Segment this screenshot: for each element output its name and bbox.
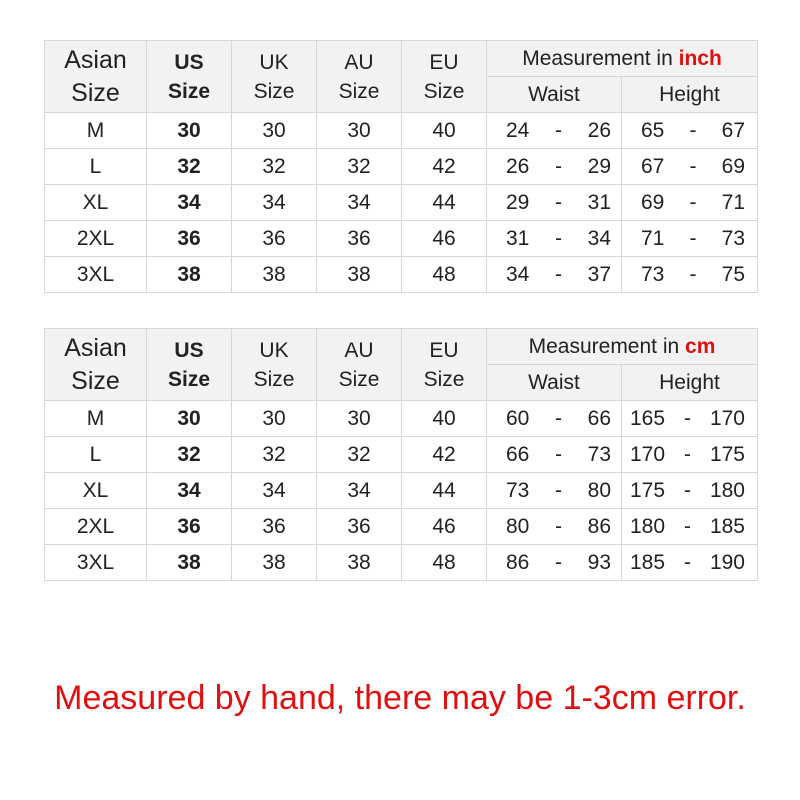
uk-size-cell: 32	[232, 437, 317, 473]
au-size-cell: 30	[317, 401, 402, 437]
au-size-cell: 36	[317, 509, 402, 545]
header-row	[45, 41, 758, 77]
us-size-cell: 34	[147, 473, 232, 509]
us-size-cell: 32	[147, 437, 232, 473]
height-cell: 73 - 75	[622, 257, 758, 293]
waist-cell: 80 - 86	[487, 509, 622, 545]
measurement-header: Measurement in inch	[487, 41, 758, 77]
table-row	[45, 221, 758, 257]
au-size-cell: 34	[317, 185, 402, 221]
uk-size-cell: 38	[232, 257, 317, 293]
eu-size-cell: 46	[402, 509, 487, 545]
us-size-cell: 36	[147, 509, 232, 545]
height-cell: 71 - 73	[622, 221, 758, 257]
asian-size-cell: 3XL	[45, 545, 147, 581]
uk-size-cell: 36	[232, 221, 317, 257]
inch-body	[45, 113, 758, 293]
us-size-header: US Size	[147, 41, 232, 113]
waist-header: Waist	[487, 365, 622, 401]
height-cell: 175 - 180	[622, 473, 758, 509]
waist-header: Waist	[487, 77, 622, 113]
au-size-header: AU Size	[317, 329, 402, 401]
eu-size-cell: 48	[402, 545, 487, 581]
uk-size-cell: 38	[232, 545, 317, 581]
unit-label: cm	[685, 335, 716, 358]
waist-cell: 86 - 93	[487, 545, 622, 581]
eu-size-cell: 44	[402, 185, 487, 221]
au-size-cell: 36	[317, 221, 402, 257]
height-cell: 65 - 67	[622, 113, 758, 149]
height-header: Height	[622, 77, 758, 113]
height-cell: 180 - 185	[622, 509, 758, 545]
size-table-inch	[44, 40, 758, 293]
asian-size-cell: L	[45, 149, 147, 185]
measurement-error-note: Measured by hand, there may be 1-3cm error.	[54, 679, 746, 717]
table-row	[45, 437, 758, 473]
au-size-cell: 32	[317, 437, 402, 473]
asian-size-cell: M	[45, 113, 147, 149]
table-row	[45, 401, 758, 437]
eu-size-cell: 40	[402, 401, 487, 437]
eu-size-header: EU Size	[402, 41, 487, 113]
asian-size-cell: 3XL	[45, 257, 147, 293]
au-size-header: AU Size	[317, 41, 402, 113]
waist-cell: 60 - 66	[487, 401, 622, 437]
eu-size-cell: 46	[402, 221, 487, 257]
waist-cell: 73 - 80	[487, 473, 622, 509]
waist-cell: 34 - 37	[487, 257, 622, 293]
eu-size-header: EU Size	[402, 329, 487, 401]
eu-size-cell: 42	[402, 437, 487, 473]
waist-cell: 24 - 26	[487, 113, 622, 149]
us-size-cell: 30	[147, 401, 232, 437]
height-cell: 185 - 190	[622, 545, 758, 581]
asian-size-cell: M	[45, 401, 147, 437]
us-size-cell: 34	[147, 185, 232, 221]
uk-size-cell: 30	[232, 401, 317, 437]
asian-size-cell: XL	[45, 473, 147, 509]
uk-size-cell: 34	[232, 473, 317, 509]
asian-size-cell: 2XL	[45, 221, 147, 257]
asian-size-cell: XL	[45, 185, 147, 221]
eu-size-cell: 40	[402, 113, 487, 149]
uk-size-cell: 34	[232, 185, 317, 221]
us-size-cell: 32	[147, 149, 232, 185]
us-size-cell: 38	[147, 545, 232, 581]
height-cell: 170 - 175	[622, 437, 758, 473]
asian-size-header: Asian Size	[45, 41, 147, 113]
size-table-cm	[44, 328, 758, 581]
us-size-cell: 36	[147, 221, 232, 257]
asian-size-header: Asian Size	[45, 329, 147, 401]
eu-size-cell: 42	[402, 149, 487, 185]
waist-cell: 31 - 34	[487, 221, 622, 257]
us-size-cell: 30	[147, 113, 232, 149]
eu-size-cell: 44	[402, 473, 487, 509]
table-row	[45, 185, 758, 221]
asian-size-cell: 2XL	[45, 509, 147, 545]
table-row	[45, 149, 758, 185]
waist-cell: 66 - 73	[487, 437, 622, 473]
asian-size-cell: L	[45, 437, 147, 473]
us-size-cell: 38	[147, 257, 232, 293]
height-header: Height	[622, 365, 758, 401]
height-cell: 165 - 170	[622, 401, 758, 437]
uk-size-cell: 30	[232, 113, 317, 149]
height-cell: 67 - 69	[622, 149, 758, 185]
uk-size-header: UK Size	[232, 41, 317, 113]
header-row	[45, 329, 758, 365]
cm-body	[45, 401, 758, 581]
uk-size-cell: 36	[232, 509, 317, 545]
au-size-cell: 34	[317, 473, 402, 509]
au-size-cell: 38	[317, 545, 402, 581]
unit-label: inch	[678, 47, 722, 70]
height-cell: 69 - 71	[622, 185, 758, 221]
waist-cell: 29 - 31	[487, 185, 622, 221]
table-row	[45, 257, 758, 293]
au-size-cell: 30	[317, 113, 402, 149]
uk-size-cell: 32	[232, 149, 317, 185]
waist-cell: 26 - 29	[487, 149, 622, 185]
eu-size-cell: 48	[402, 257, 487, 293]
table-row	[45, 509, 758, 545]
table-row	[45, 113, 758, 149]
au-size-cell: 38	[317, 257, 402, 293]
measurement-header: Measurement in cm	[487, 329, 758, 365]
us-size-header: US Size	[147, 329, 232, 401]
table-row	[45, 473, 758, 509]
table-row	[45, 545, 758, 581]
au-size-cell: 32	[317, 149, 402, 185]
uk-size-header: UK Size	[232, 329, 317, 401]
